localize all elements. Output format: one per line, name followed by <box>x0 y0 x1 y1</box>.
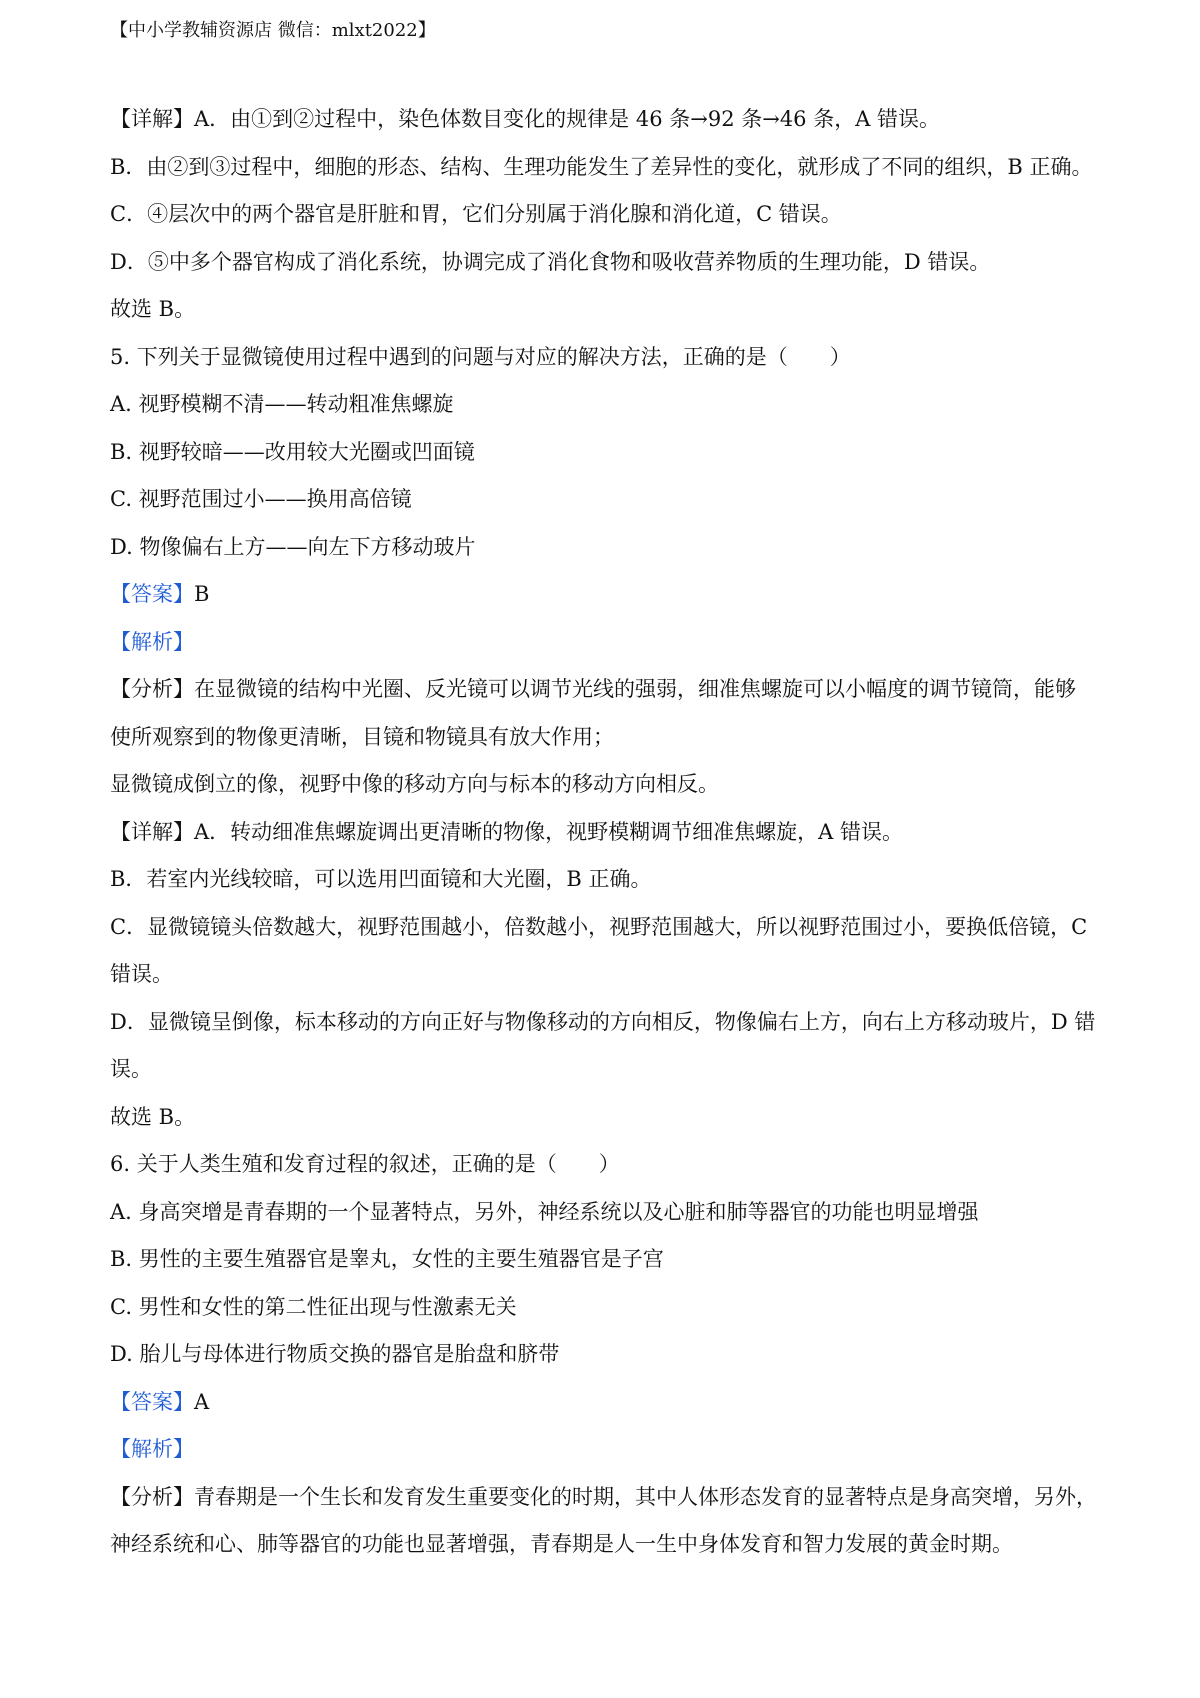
text-line <box>110 381 1110 429</box>
text-line <box>110 1521 1110 1569</box>
watermark-header: 【中小学教辅资源店 微信：mlxt2022】 <box>110 20 436 41</box>
line-text: D. 胎儿与母体进行物质交换的器官是胎盘和脐带 <box>110 1342 560 1366</box>
text-line <box>110 1284 1110 1332</box>
text-line <box>110 476 1110 524</box>
line-text: D．⑤中多个器官构成了消化系统，协调完成了消化食物和吸收营养物质的生理功能，D 错误。 <box>110 249 991 274</box>
line-text: 错误。 <box>110 962 173 986</box>
line-text: 使所观察到的物像更清晰，目镜和物镜具有放大作用； <box>110 724 614 749</box>
section-label: 【解析】 <box>110 1437 194 1461</box>
text-line <box>110 1426 1110 1474</box>
text-line <box>110 334 1110 382</box>
text-line <box>110 524 1110 572</box>
text-line <box>110 571 1110 619</box>
line-text: 【分析】在显微镜的结构中光圈、反光镜可以调节光线的强弱，细准焦螺旋可以小幅度的调节镜筒，能够 <box>110 677 1076 701</box>
text-line <box>110 1094 1110 1142</box>
text-line <box>110 761 1110 809</box>
text-line <box>110 856 1110 904</box>
line-text: A. 身高突增是青春期的一个显著特点，另外，神经系统以及心脏和肺等器官的功能也明显增强 <box>110 1199 979 1224</box>
line-text: A <box>194 1389 210 1414</box>
text-line <box>110 286 1110 334</box>
line-text: D．显微镜呈倒像，标本移动的方向正好与物像移动的方向相反，物像偏右上方，向右上方移动玻片，D 错 <box>110 1009 1096 1034</box>
text-line <box>110 1331 1110 1379</box>
text-line <box>110 999 1110 1047</box>
text-line <box>110 144 1110 192</box>
line-text: 显微镜成倒立的像，视野中像的移动方向与标本的移动方向相反。 <box>110 772 719 796</box>
line-text: 故选 B。 <box>110 297 196 321</box>
line-text: 【详解】A．转动细准焦螺旋调出更清晰的物像，视野模糊调节细准焦螺旋，A 错误。 <box>110 819 904 844</box>
line-text: 故选 B。 <box>110 1104 196 1129</box>
line-text: 神经系统和心、肺等器官的功能也显著增强，青春期是人一生中身体发育和智力发展的黄金时期。 <box>110 1532 1013 1556</box>
text-line <box>110 191 1110 239</box>
line-text: B．由②到③过程中，细胞的形态、结构、生理功能发生了差异性的变化，就形成了不同的组织，B 正确。 <box>110 154 1093 179</box>
line-text: C. 视野范围过小——换用高倍镜 <box>110 487 412 511</box>
line-text: C．显微镜镜头倍数越大，视野范围越小，倍数越小，视野范围越大，所以视野范围过小，要换低倍镜，C <box>110 914 1088 939</box>
line-text: C. 男性和女性的第二性征出现与性激素无关 <box>110 1294 517 1319</box>
line-text: B. 视野较暗——改用较大光圈或凹面镜 <box>110 439 475 464</box>
line-text: A. 视野模糊不清——转动粗准焦螺旋 <box>110 392 454 416</box>
text-line <box>110 904 1110 952</box>
line-text: 【详解】A．由①到②过程中，染色体数目变化的规律是 46 条→92 条→46 条，A 错误。 <box>110 107 941 131</box>
text-line <box>110 809 1110 857</box>
line-text: B. 男性的主要生殖器官是睾丸，女性的主要生殖器官是子宫 <box>110 1247 664 1271</box>
text-line <box>110 239 1110 287</box>
text-line <box>110 1379 1110 1427</box>
line-text: C．④层次中的两个器官是肝脏和胃，它们分别属于消化腺和消化道，C 错误。 <box>110 202 842 226</box>
text-line <box>110 1046 1110 1094</box>
text-line <box>110 1236 1110 1284</box>
line-text: 5. 下列关于显微镜使用过程中遇到的问题与对应的解决方法，正确的是（ ） <box>110 344 851 369</box>
line-text: D. 物像偏右上方——向左下方移动玻片 <box>110 534 476 559</box>
document-body <box>110 96 1110 1569</box>
text-line <box>110 96 1110 144</box>
text-line <box>110 1189 1110 1237</box>
section-label: 【答案】 <box>110 582 194 606</box>
section-label: 【答案】 <box>110 1389 194 1414</box>
text-line <box>110 714 1110 762</box>
text-line <box>110 1474 1110 1522</box>
line-text: B．若室内光线较暗，可以选用凹面镜和大光圈，B 正确。 <box>110 867 652 891</box>
text-line <box>110 951 1110 999</box>
text-line <box>110 619 1110 667</box>
line-text: 6. 关于人类生殖和发育过程的叙述，正确的是（ ） <box>110 1152 620 1176</box>
line-text: 误。 <box>110 1057 152 1081</box>
text-line <box>110 666 1110 714</box>
text-line <box>110 1141 1110 1189</box>
text-line <box>110 429 1110 477</box>
line-text: B <box>194 582 210 606</box>
line-text: 【分析】青春期是一个生长和发育发生重要变化的时期，其中人体形态发育的显著特点是身高突增，另外， <box>110 1484 1097 1509</box>
section-label: 【解析】 <box>110 629 194 654</box>
